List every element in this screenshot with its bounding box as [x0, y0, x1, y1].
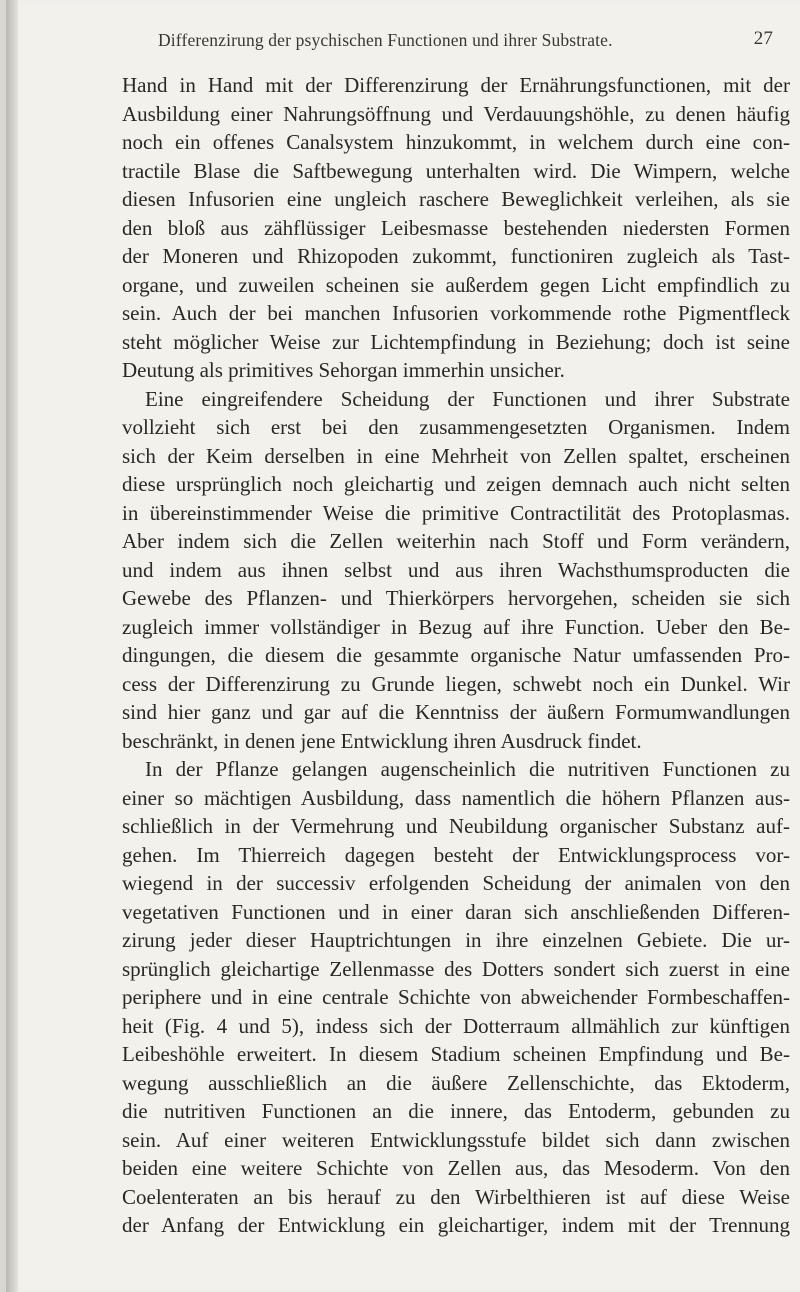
text-line: Leibeshöhle erweitert. In diesem Stadium scheinen Empfindung und Be- — [122, 1042, 790, 1066]
text-line: gehen. Im Thierreich dagegen besteht der Entwicklungsprocess vor- — [122, 842, 790, 867]
text-line: wiegend in der successiv erfolgenden Scheidung der animalen von den — [122, 871, 790, 895]
text-line: sich der Keim derselben in eine Mehrheit von Zellen spaltet, erscheinen — [122, 443, 790, 468]
text-line: beiden eine weitere Schichte von Zellen aus, das Mesoderm. Von den — [122, 1156, 790, 1180]
text-line: tractile Blase die Saftbewegung unterhalten wird. Die Wimpern, welche — [122, 158, 790, 183]
text-line: Gewebe des Pflanzen- und Thierkörpers hervorgehen, scheiden sie sich — [122, 586, 790, 610]
body-text — [122, 71, 790, 1240]
binding-shadow — [6, 0, 18, 1292]
text-line: zugleich immer vollständiger in Bezug auf ihre Function. Ueber den Be- — [122, 614, 790, 639]
text-line: In der Pflanze gelangen augenscheinlich die nutritiven Functionen zu — [145, 757, 790, 781]
text-line: in übereinstimmender Weise die primitive Contractilität des Protoplasmas. — [122, 500, 790, 525]
text-line: peripherе und in eine centrale Schichte von abweichender Formbeschaffen- — [122, 985, 790, 1009]
text-line: diesen Infusorien eine ungleich raschere Beweglichkeit verleihen, als sie — [122, 187, 790, 211]
text-line: cess der Differenzirung zu Grunde liegen, schwebt noch ein Dunkel. Wir — [122, 671, 790, 696]
page-number: 27 — [753, 28, 773, 49]
text-line: sprünglich gleichartige Zellenmasse des Dotters sondert sich zuerst in eine — [122, 956, 790, 981]
text-line: vegetativen Functionen und in einer daran sich anschließenden Differen- — [122, 899, 790, 924]
running-head-title: Differenzirung der psychischen Functionen und ihrer Substrate. — [158, 30, 613, 50]
text-line: Eine eingreifendere Scheidung der Functionen und ihrer Substrate — [145, 386, 790, 411]
text-line: Aber indem sich die Zellen weiterhin nach Stoff und Form verändern, — [122, 529, 790, 553]
text-line: wegung ausschließlich an die äußere Zellenschichte, das Ektoderm, — [122, 1070, 790, 1095]
text-line: noch ein offenes Canalsystem hinzukommt, in welchem durch eine con- — [122, 130, 790, 154]
text-line: die nutritiven Functionen an die innere, das Entoderm, gebunden zu — [122, 1099, 790, 1123]
text-line: vollzieht sich erst bei den zusammengesetzten Organismen. Indem — [122, 415, 790, 439]
text-line: Coelenteraten an bis herauf zu den Wirbelthieren ist auf diese Weise — [122, 1184, 790, 1209]
text-line: zirung jeder dieser Hauptrichtungen in ihre einzelnen Gebiete. Die ur- — [122, 928, 790, 952]
text-line: dingungen, die diesem die gesammte organische Natur umfassenden Pro- — [122, 643, 790, 667]
text-line: sind hier ganz und gar auf die Kenntniss der äußern Formumwandlungen — [122, 700, 790, 724]
text-line: steht möglicher Weise zur Lichtempfindung in Beziehung; doch ist seine — [122, 329, 790, 354]
text-line: der Moneren und Rhizopoden zukommt, functioniren zugleich als Tast- — [122, 244, 790, 268]
text-line: schließlich in der Vermehrung und Neubildung organischer Substanz auf- — [122, 814, 790, 838]
text-line: sein. Auch der bei manchen Infusorien vorkommende rothe Pigmentfleck — [122, 301, 790, 325]
text-line: und indem aus ihnen selbst und aus ihren Wachsthumsproducten die — [122, 557, 790, 582]
text-line: einer so mächtigen Ausbildung, dass namentlich die höhern Pflanzen aus- — [122, 785, 790, 810]
text-line: Ausbildung einer Nahrungsöffnung und Verdauungshöhle, zu denen häufig — [122, 101, 790, 126]
text-line: Hand in Hand mit der Differenzirung der Ernährungsfunctionen, mit der — [122, 73, 790, 97]
text-line: der Anfang der Entwicklung ein gleichartiger, indem mit der Trennung — [122, 1213, 790, 1237]
text-line: organe, und zuweilen scheinen sie außerdem gegen Licht empfindlich zu — [122, 272, 790, 297]
text-line: diese ursprünglich noch gleichartig und zeigen demnach auch nicht selten — [122, 472, 790, 496]
running-head — [158, 30, 773, 58]
text-line: heit (Fig. 4 und 5), indess sich der Dotterraum allmählich zur künftigen — [122, 1013, 790, 1038]
text-line: sein. Auf einer weiteren Entwicklungsstufe bildet sich dann zwischen — [122, 1127, 790, 1152]
book-page — [6, 0, 800, 1292]
text-line: den bloß aus zähflüssiger Leibesmasse bestehenden niedersten Formen — [122, 215, 790, 240]
text-line: beschränkt, in denen jene Entwicklung ihren Ausdruck findet. — [122, 728, 642, 753]
text-line: Deutung als primitives Sehorgan immerhin unsicher. — [122, 358, 565, 382]
